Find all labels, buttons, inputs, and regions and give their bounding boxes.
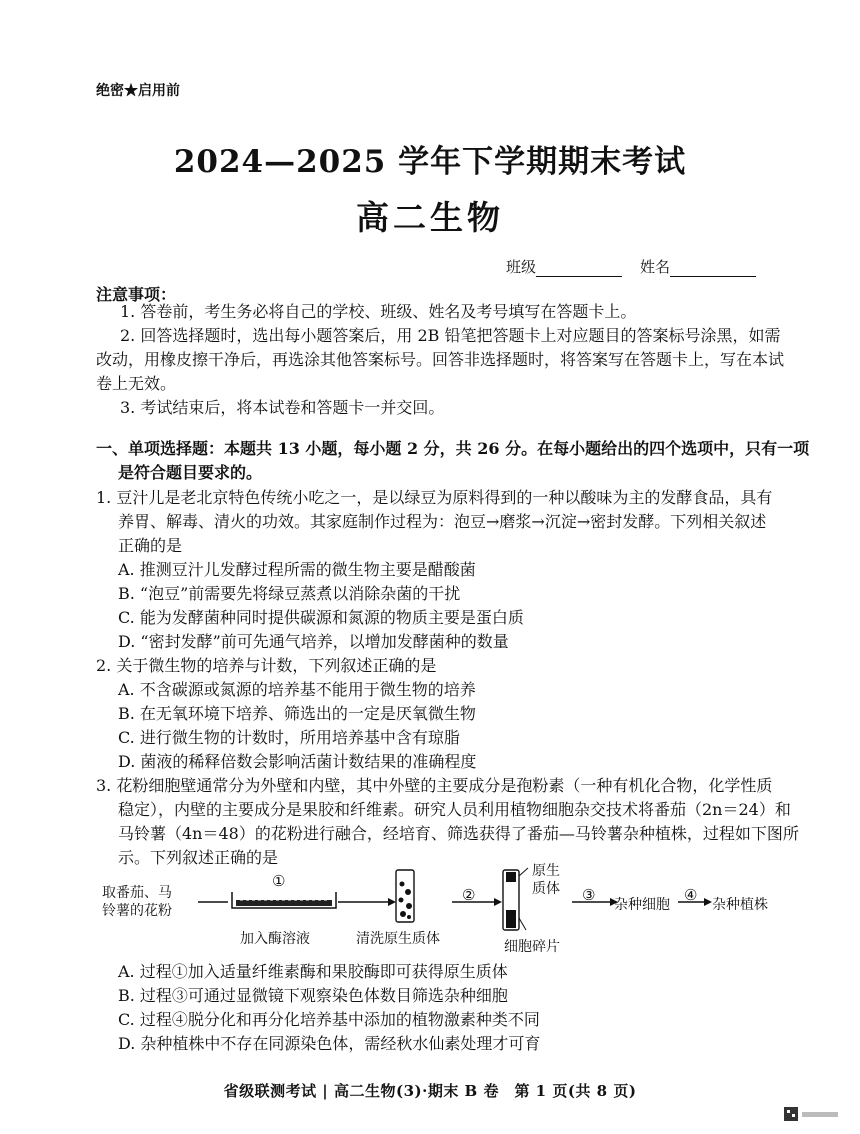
enzyme-label: 加入酶溶液 (240, 931, 310, 947)
subject-title: 高二生物 (356, 198, 504, 237)
question-1-option-d: D. “密封发酵”前可先通气培养，以增加发酵菌种的数量 (118, 632, 509, 651)
question-3-option-b: B. 过程③可通过显微镜下观察染色体数目筛选杂种细胞 (118, 986, 508, 1005)
secret-label: 绝密★启用前 (96, 83, 180, 99)
notice-item-1: 1. 答卷前，考生务必将自己的学校、班级、姓名及考号填写在答题卡上。 (120, 302, 637, 321)
start-label-line-1: 取番茄、马 (102, 885, 172, 901)
question-1-option-a: A. 推测豆汁儿发酵过程所需的微生物主要是醋酸菌 (118, 560, 476, 579)
pollen-layer (236, 900, 332, 906)
notice-heading: 注意事项： (96, 285, 177, 304)
hybrid-plant-label: 杂种植株 (712, 897, 768, 913)
step-1-marker: ① (272, 872, 286, 890)
step-4-marker: ④ (684, 886, 698, 904)
question-3-stem-3: 马铃薯（4n＝48）的花粉进行融合，经培育、筛选获得了番茄—马铃薯杂种植株，过程如下图所 (118, 824, 799, 843)
name-label: 姓名 (639, 258, 670, 276)
protoplast-label-line-2: 质体 (532, 881, 560, 897)
name-blank[interactable] (670, 262, 756, 277)
start-label-line-2: 铃薯的花粉 (102, 903, 172, 919)
question-1-option-b: B. “泡豆”前需要先将绿豆蒸煮以消除杂菌的干扰 (118, 584, 461, 603)
question-3-option-d: D. 杂种植株中不存在同源染色体，需经秋水仙素处理才可育 (118, 1034, 541, 1053)
question-3-stem-4: 示。下列叙述正确的是 (118, 848, 279, 867)
exam-title: 2024—2025 学年下学期期末考试 (173, 144, 687, 180)
section-1-heading-cont: 是符合题目要求的。 (118, 463, 263, 482)
notice-item-2-line-1: 2. 回答选择题时，选出每小题答案后，用 2B 铅笔把答题卡上对应题目的答案标号涂黑，如需 (120, 326, 781, 345)
question-1-stem-2: 养胃、解毒、清火的功效。其家庭制作过程为：泡豆→磨浆→沉淀→密封发酵。下列相关叙述 (118, 512, 767, 531)
scanner-watermark-icon (784, 1106, 840, 1124)
class-blank[interactable] (536, 262, 622, 277)
question-3-stem-1: 3. 花粉细胞壁通常分为外壁和内壁，其中外壁的主要成分是孢粉素（一种有机化合物，化学性质 (96, 776, 773, 795)
question-2-stem: 2. 关于微生物的培养与计数，下列叙述正确的是 (96, 656, 437, 675)
question-2-option-c: C. 进行微生物的计数时，所用培养基中含有琼脂 (118, 728, 460, 747)
notice-item-3: 3. 考试结束后，将本试卷和答题卡一并交回。 (120, 398, 445, 417)
notice-item-2-line-3: 卷上无效。 (96, 374, 177, 393)
question-2-option-d: D. 菌液的稀释倍数会影响活菌计数结果的准确程度 (118, 752, 477, 771)
section-1-heading: 一、单项选择题：本题共 13 小题，每小题 2 分，共 26 分。在每小题给出的四个选项中，只有一项 (96, 439, 810, 458)
step-2-marker: ② (462, 886, 476, 904)
student-fields (506, 256, 756, 277)
question-1-stem-3: 正确的是 (118, 536, 183, 555)
debris-label: 细胞碎片 (504, 939, 560, 955)
page-footer: 省级联测考试 | 高二生物(3)·期末 B 卷 第 1 页(共 8 页) (223, 1082, 637, 1100)
hybrid-cell-label: 杂种细胞 (614, 897, 670, 913)
question-3-option-a: A. 过程①加入适量纤维素酶和果胶酶即可获得原生质体 (118, 962, 508, 981)
process-diagram (100, 862, 800, 954)
question-3-stem-2: 稳定），内壁的主要成分是果胶和纤维素。研究人员利用植物细胞杂交技术将番茄（2n＝24）和 (118, 800, 791, 819)
wash-label: 清洗原生质体 (356, 931, 440, 947)
question-1-stem-1: 1. 豆汁儿是老北京特色传统小吃之一，是以绿豆为原料得到的一种以酸味为主的发酵食品，具有 (96, 488, 773, 507)
question-2-option-b: B. 在无氧环境下培养、筛选出的一定是厌氧微生物 (118, 704, 476, 723)
question-3-option-c: C. 过程④脱分化和再分化培养基中添加的植物激素种类不同 (118, 1010, 540, 1029)
step-3-marker: ③ (582, 886, 596, 904)
question-2-option-a: A. 不含碳源或氮源的培养基不能用于微生物的培养 (118, 680, 476, 699)
question-1-option-c: C. 能为发酵菌种同时提供碳源和氮源的物质主要是蛋白质 (118, 608, 524, 627)
notice-item-2-line-2: 改动，用橡皮擦干净后，再选涂其他答案标号。回答非选择题时，将答案写在答题卡上，写在本试 (96, 350, 785, 369)
process-diagram-graphics (100, 862, 800, 954)
protoplast-label-line-1: 原生 (532, 863, 560, 879)
class-label: 班级 (505, 258, 536, 276)
